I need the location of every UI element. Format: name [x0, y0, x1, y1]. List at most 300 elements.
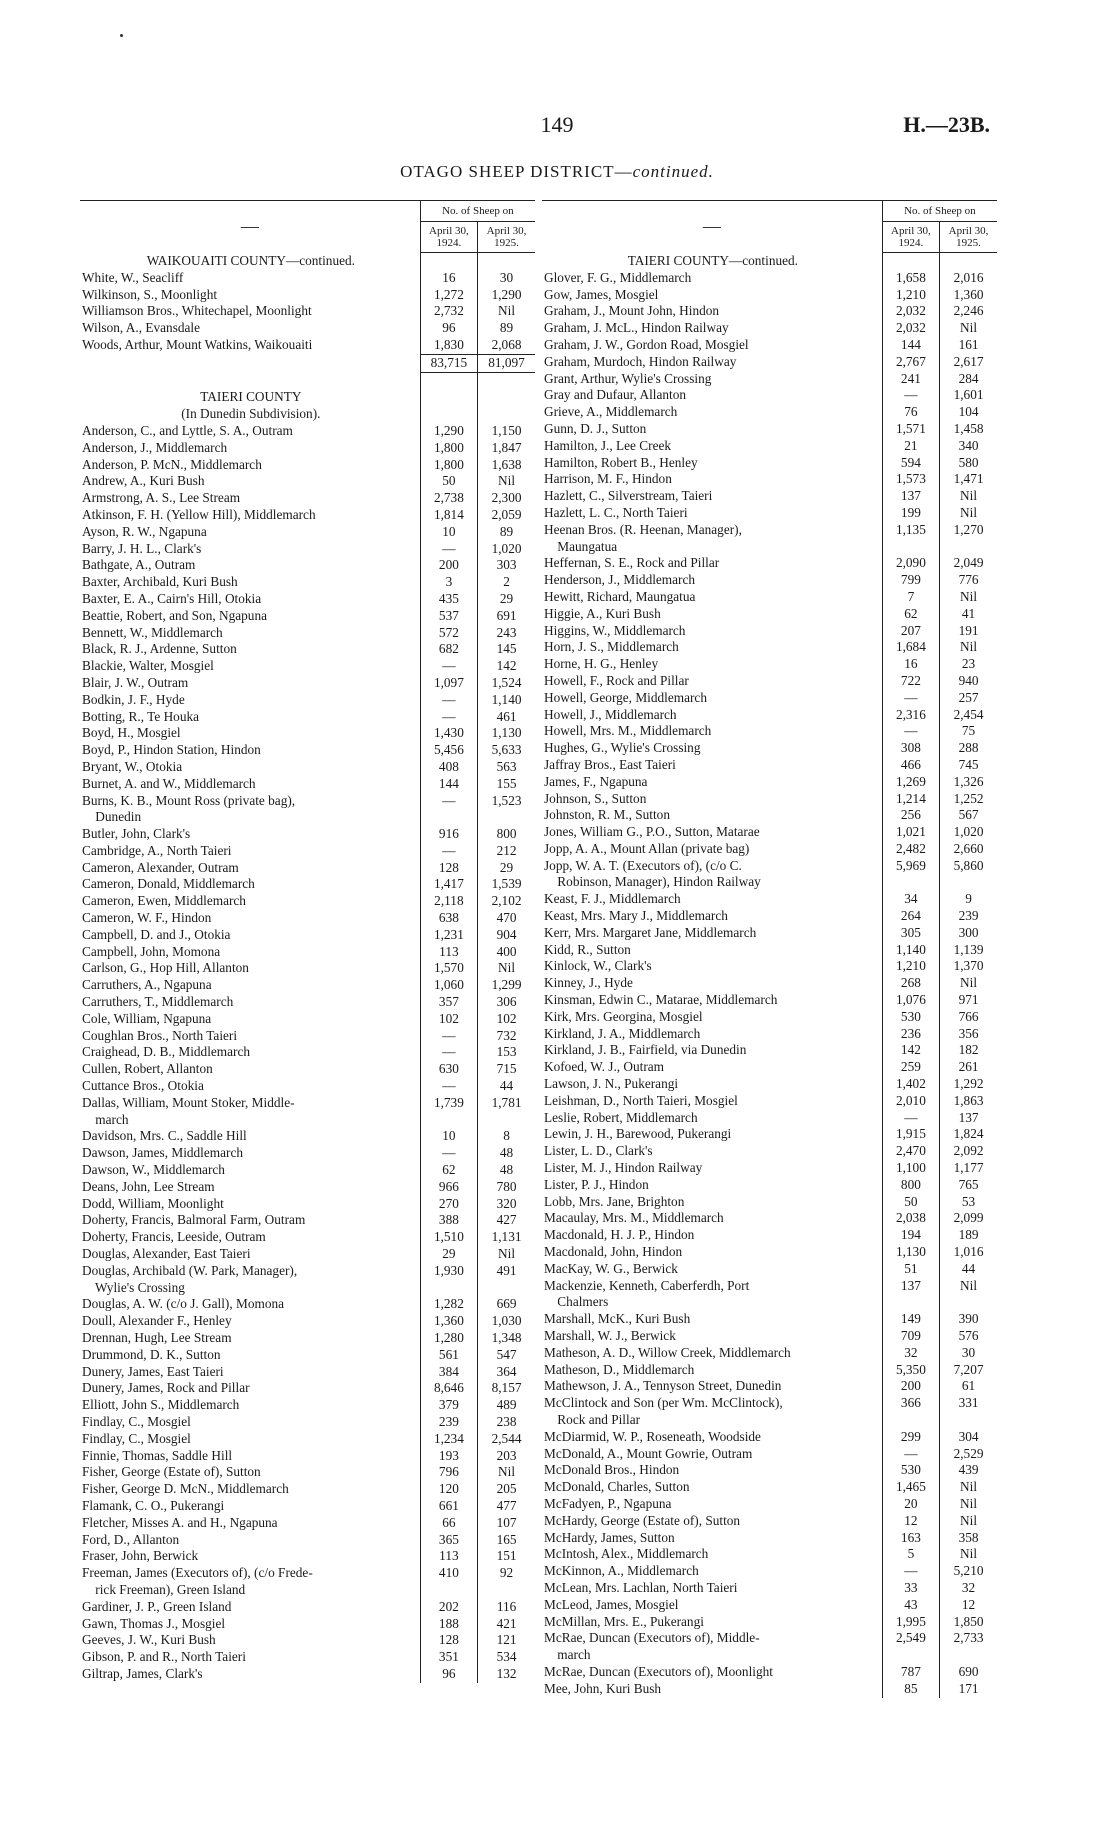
sheep-1925: 1,292 [940, 1076, 997, 1093]
sheep-1925: 2,733 [940, 1630, 997, 1647]
sheep-1924: 2,549 [882, 1630, 939, 1647]
owner-name: Leslie, Robert, Middlemarch [544, 1109, 698, 1125]
sheep-1925: 971 [940, 992, 997, 1009]
owner-name: McFadyen, P., Ngapuna [544, 1495, 672, 1511]
sheep-1924: — [420, 692, 477, 709]
sheep-1925: 690 [940, 1664, 997, 1681]
sheep-1924: 435 [420, 591, 477, 608]
sheep-1925: 2,059 [478, 507, 535, 524]
table-row [80, 1364, 535, 1381]
sheep-1924: 2,118 [420, 893, 477, 910]
owner-name: Maungatua [544, 538, 618, 554]
sheep-1925: Nil [940, 1496, 997, 1513]
sheep-1925: 567 [940, 807, 997, 824]
sheep-1925: 30 [940, 1345, 997, 1362]
owner-name: McLeod, James, Mosgiel [544, 1596, 679, 1612]
sheep-1925: Nil [940, 488, 997, 505]
sheep-1924: 1,210 [882, 287, 939, 304]
sheep-1924: 33 [882, 1580, 939, 1597]
sheep-1925: 1,270 [940, 522, 997, 539]
owner-name: march [544, 1647, 591, 1663]
sheep-1925: 765 [940, 1177, 997, 1194]
owner-name: Cuttance Bros., Otokia [82, 1078, 204, 1094]
sheep-1925: Nil [940, 1278, 997, 1295]
owner-name: Cole, William, Ngapuna [82, 1010, 212, 1026]
sheep-1925: 1,139 [940, 942, 997, 959]
section-title: TAIERI COUNTY [200, 389, 302, 405]
owner-name: Cameron, W. F., Hindon [82, 910, 212, 926]
table-row [80, 843, 535, 860]
owner-name: Dawson, W., Middlemarch [82, 1162, 225, 1178]
sheep-1925: 121 [478, 1632, 535, 1649]
sheep-1924: 1,915 [882, 1126, 939, 1143]
section-title: TAIERI COUNTY—continued. [627, 252, 798, 268]
sheep-1924: 351 [420, 1649, 477, 1666]
sheep-1925: 116 [478, 1599, 535, 1616]
owner-name: Bathgate, A., Outram [82, 557, 196, 573]
sheep-1924: 1,076 [882, 992, 939, 1009]
table-row [80, 287, 535, 304]
owner-name: Doherty, Francis, Leeside, Outram [82, 1229, 266, 1245]
sheep-1924: 1,130 [882, 1244, 939, 1261]
sheep-1925: 340 [940, 438, 997, 455]
owner-name: McRae, Duncan (Executors of), Moonlight [544, 1663, 773, 1679]
section-heading [542, 253, 997, 270]
owner-name: McDiarmid, W. P., Roseneath, Woodside [544, 1428, 761, 1444]
table-row [80, 1095, 535, 1112]
table-row [542, 740, 997, 757]
sheep-1924: 530 [882, 1462, 939, 1479]
owner-name: Howell, J., Middlemarch [544, 706, 677, 722]
owner-name: Kidd, R., Sutton [544, 941, 631, 957]
sheep-1925: 580 [940, 455, 997, 472]
table-row [542, 589, 997, 606]
sheep-1924: 8,646 [420, 1380, 477, 1397]
sheep-1924: 2,010 [882, 1093, 939, 1110]
sheep-1924: 2,090 [882, 555, 939, 572]
table-row [80, 1229, 535, 1246]
owner-name: Lewin, J. H., Barewood, Pukerangi [544, 1126, 732, 1142]
owner-name: Kinney, J., Hyde [544, 975, 633, 991]
sheep-1925: 547 [478, 1347, 535, 1364]
table-row [80, 625, 535, 642]
table-row [542, 1345, 997, 1362]
sheep-1924 [420, 1112, 477, 1129]
table-row [80, 1481, 535, 1498]
sheep-1924: 2,738 [420, 490, 477, 507]
sheep-1924: 1,417 [420, 876, 477, 893]
table-row [80, 1246, 535, 1263]
sheep-1924: 236 [882, 1026, 939, 1043]
empty-cell [882, 253, 939, 270]
sheep-1924: 2,316 [882, 707, 939, 724]
sheep-1925: Nil [940, 505, 997, 522]
sheep-1924: 2,032 [882, 303, 939, 320]
table-row [80, 1599, 535, 1616]
table-row [80, 709, 535, 726]
table-row [542, 723, 997, 740]
owner-name: Doull, Alexander F., Henley [82, 1313, 232, 1329]
table-row [542, 572, 997, 589]
sheep-1924: 1,231 [420, 927, 477, 944]
sheep-1925: 439 [940, 1462, 997, 1479]
sheep-1925: 576 [940, 1328, 997, 1345]
owner-name: McKinnon, A., Middlemarch [544, 1563, 699, 1579]
owner-name: Graham, J. McL., Hindon Railway [544, 320, 729, 336]
sheep-table-left [80, 200, 535, 1683]
owner-name: Findlay, C., Mosgiel [82, 1430, 191, 1446]
table-row [542, 421, 997, 438]
owner-name: Hewitt, Richard, Maungatua [544, 588, 696, 604]
table-row [80, 1044, 535, 1061]
table-row [542, 1194, 997, 1211]
owner-name: Harrison, M. F., Hindon [544, 471, 672, 487]
owner-name: Carlson, G., Hop Hill, Allanton [82, 960, 249, 976]
table-row [80, 658, 535, 675]
sheep-1925: 766 [940, 1009, 997, 1026]
sheep-1924: 722 [882, 673, 939, 690]
sheep-1925: 1,140 [478, 692, 535, 709]
owner-name: Blackie, Walter, Mosgiel [82, 658, 214, 674]
table-row [80, 524, 535, 541]
section-title: (In Dunedin Subdivision). [181, 406, 321, 422]
sheep-1924: 270 [420, 1196, 477, 1213]
title-text: OTAGO SHEEP DISTRICT— [400, 162, 633, 181]
owner-name: Campbell, D. and J., Otokia [82, 926, 231, 942]
sheep-1924: 1,269 [882, 774, 939, 791]
sheep-1925: 7,207 [940, 1362, 997, 1379]
header-dash: — [542, 201, 882, 253]
sheep-1924: 7 [882, 589, 939, 606]
table-row [80, 1448, 535, 1465]
table-row [80, 675, 535, 692]
owner-name: Lister, L. D., Clark's [544, 1143, 653, 1159]
sheep-1925: 137 [940, 1110, 997, 1127]
owner-name: Elliott, John S., Middlemarch [82, 1397, 240, 1413]
sheep-1925: 5,633 [478, 742, 535, 759]
sheep-1924: 366 [882, 1395, 939, 1412]
sheep-1925: 1,471 [940, 471, 997, 488]
table-row [80, 1582, 535, 1599]
sheep-1925: Nil [940, 1479, 997, 1496]
sheep-1925: 715 [478, 1061, 535, 1078]
sheep-1925: 5,860 [940, 858, 997, 875]
table-row [80, 1196, 535, 1213]
sheep-1925 [478, 1582, 535, 1599]
table-row [80, 574, 535, 591]
sheep-1925: 8 [478, 1128, 535, 1145]
sheep-1924: 1,234 [420, 1431, 477, 1448]
sheep-1924: 800 [882, 1177, 939, 1194]
owner-name: Wilkinson, S., Moonlight [82, 286, 218, 302]
table-row [80, 641, 535, 658]
owner-name: Henderson, J., Middlemarch [544, 572, 696, 588]
sheep-1925: 491 [478, 1263, 535, 1280]
owner-name: Burnet, A. and W., Middlemarch [82, 775, 256, 791]
sheep-1925: 691 [478, 608, 535, 625]
owner-name: Robinson, Manager), Hindon Railway [544, 874, 761, 890]
sheep-1925 [940, 539, 997, 556]
sheep-1925: Nil [940, 1513, 997, 1530]
table-row [542, 1278, 997, 1295]
table-row [542, 673, 997, 690]
sheep-1924: 20 [882, 1496, 939, 1513]
table-row [542, 623, 997, 640]
sheep-1924: 1,360 [420, 1313, 477, 1330]
sheep-1925: 102 [478, 1011, 535, 1028]
table-row [542, 925, 997, 942]
header-dash: — [80, 201, 420, 253]
sheep-1925: 1,847 [478, 440, 535, 457]
sheep-1924: 682 [420, 641, 477, 658]
sheep-1924: — [420, 1028, 477, 1045]
table-row [80, 1464, 535, 1481]
owner-name: Gray and Dufaur, Allanton [544, 387, 686, 403]
owner-name [80, 354, 420, 372]
table-row [542, 1563, 997, 1580]
empty-cell [478, 406, 535, 423]
sheep-1925: 238 [478, 1414, 535, 1431]
sheep-1925: 1,360 [940, 287, 997, 304]
sheep-1924: 2,767 [882, 354, 939, 371]
owner-name: Craighead, D. B., Middlemarch [82, 1044, 251, 1060]
sheep-1924: 530 [882, 1009, 939, 1026]
sheep-1925: 563 [478, 759, 535, 776]
sheep-1925: 364 [478, 1364, 535, 1381]
table-row [542, 1681, 997, 1698]
sheep-1925: 182 [940, 1042, 997, 1059]
sheep-1924: 709 [882, 1328, 939, 1345]
sheep-1925: 2,617 [940, 354, 997, 371]
table-row [542, 1110, 997, 1127]
header-group: No. of Sheep on [420, 201, 535, 222]
sheep-1925: 1,020 [940, 824, 997, 841]
sheep-1925: Nil [478, 473, 535, 490]
table-row [80, 725, 535, 742]
sheep-1924: 12 [882, 1513, 939, 1530]
sheep-1925: 1,130 [478, 725, 535, 742]
sheep-1925: 104 [940, 404, 997, 421]
table-row [542, 1395, 997, 1412]
sheep-1925: Nil [478, 303, 535, 320]
sheep-1925: 1,177 [940, 1160, 997, 1177]
sheep-1924: 466 [882, 757, 939, 774]
sheep-1925: 155 [478, 776, 535, 793]
sheep-1925: 151 [478, 1548, 535, 1565]
owner-name: Davidson, Mrs. C., Saddle Hill [82, 1128, 247, 1144]
sheep-1924: 43 [882, 1597, 939, 1614]
owner-name: McMillan, Mrs. E., Pukerangi [544, 1613, 704, 1629]
sheep-1924: 916 [420, 826, 477, 843]
sheep-1924: 5 [882, 1546, 939, 1563]
table-row [80, 910, 535, 927]
sheep-1925: 1,252 [940, 791, 997, 808]
sheep-1924: — [882, 1446, 939, 1463]
owner-name: McLean, Mrs. Lachlan, North Taieri [544, 1579, 738, 1595]
sheep-1924: 241 [882, 371, 939, 388]
sheep-1924: 1,571 [882, 421, 939, 438]
sheep-1924: 21 [882, 438, 939, 455]
sheep-1924: 144 [420, 776, 477, 793]
owner-name: Cambridge, A., North Taieri [82, 842, 232, 858]
sheep-1925: 29 [478, 860, 535, 877]
owner-name: Chalmers [544, 1294, 609, 1310]
table-row [542, 791, 997, 808]
sheep-1924: 1,430 [420, 725, 477, 742]
table-row [80, 541, 535, 558]
sheep-1924: 638 [420, 910, 477, 927]
table-row [80, 759, 535, 776]
sheep-1925: 2,454 [940, 707, 997, 724]
table-row [80, 876, 535, 893]
sheep-1924: 796 [420, 1464, 477, 1481]
table-row [80, 1162, 535, 1179]
table-row [542, 1026, 997, 1043]
owner-name: Dawson, James, Middlemarch [82, 1145, 244, 1161]
sheep-1924 [882, 1294, 939, 1311]
owner-name: White, W., Seacliff [82, 269, 184, 285]
sheep-1924: — [420, 541, 477, 558]
table-row [542, 1614, 997, 1631]
table-row [542, 371, 997, 388]
table-row [80, 1313, 535, 1330]
sheep-1924: 34 [882, 891, 939, 908]
sheep-1924: 10 [420, 1128, 477, 1145]
sheep-1925: 1,638 [478, 457, 535, 474]
sheep-1925: 48 [478, 1145, 535, 1162]
table-row [542, 841, 997, 858]
header-group: No. of Sheep on [882, 201, 997, 222]
sheep-1924: 3 [420, 574, 477, 591]
table-row [80, 692, 535, 709]
owner-name: Carruthers, T., Middlemarch [82, 994, 234, 1010]
sheep-1925: 1,523 [478, 793, 535, 810]
sheep-1925: 23 [940, 656, 997, 673]
owner-name: Andrew, A., Kuri Bush [82, 473, 205, 489]
sheep-1924: 2,470 [882, 1143, 939, 1160]
owner-name: Johnston, R. M., Sutton [544, 807, 670, 823]
sheep-1924: 85 [882, 1681, 939, 1698]
sheep-1925: 92 [478, 1565, 535, 1582]
owner-name: Atkinson, F. H. (Yellow Hill), Middlemarch [82, 506, 316, 522]
table-row [80, 1548, 535, 1565]
sheep-1924: 193 [420, 1448, 477, 1465]
table-row [542, 1059, 997, 1076]
sheep-1924: 16 [420, 270, 477, 287]
table-row [542, 1227, 997, 1244]
sheep-1925: 2,544 [478, 1431, 535, 1448]
sheep-1925: 1,348 [478, 1330, 535, 1347]
owner-name: Howell, F., Rock and Pillar [544, 672, 689, 688]
table-row [542, 958, 997, 975]
table-row [80, 423, 535, 440]
table-row [80, 1128, 535, 1145]
sheep-1925: 2,049 [940, 555, 997, 572]
table-row [542, 337, 997, 354]
table-row [80, 1078, 535, 1095]
table-row [542, 1496, 997, 1513]
sheep-1925: Nil [940, 639, 997, 656]
sheep-1925: 331 [940, 1395, 997, 1412]
owner-name: Bryant, W., Otokia [82, 758, 183, 774]
owner-name: Gawn, Thomas J., Mosgiel [82, 1615, 226, 1631]
table-row [542, 1546, 997, 1563]
table-row [542, 270, 997, 287]
owner-name: Gunn, D. J., Sutton [544, 420, 647, 436]
owner-name: Coughlan Bros., North Taieri [82, 1027, 238, 1043]
sheep-1924: — [420, 1044, 477, 1061]
sheep-1924: 5,350 [882, 1362, 939, 1379]
owner-name: McIntosh, Alex., Middlemarch [544, 1546, 709, 1562]
sheep-1925: Nil [940, 975, 997, 992]
sheep-1925: 61 [940, 1378, 997, 1395]
owner-name: Finnie, Thomas, Saddle Hill [82, 1447, 233, 1463]
table-row [80, 826, 535, 843]
sheep-1925: 1,539 [478, 876, 535, 893]
sheep-1925 [478, 372, 535, 389]
sheep-1924: 1,658 [882, 270, 939, 287]
owner-name: Blair, J. W., Outram [82, 674, 189, 690]
table-row [80, 372, 535, 389]
owner-name: Burns, K. B., Mount Ross (private bag), [82, 792, 296, 808]
table-row [542, 1143, 997, 1160]
sheep-1924: 144 [882, 337, 939, 354]
owner-name: Kerr, Mrs. Margaret Jane, Middlemarch [544, 924, 757, 940]
sheep-1925 [478, 809, 535, 826]
sheep-1925: 2,529 [940, 1446, 997, 1463]
owner-name: Hamilton, J., Lee Creek [544, 437, 672, 453]
sheep-1924: 1,739 [420, 1095, 477, 1112]
table-row [542, 1446, 997, 1463]
sheep-1924: 1,995 [882, 1614, 939, 1631]
table-row [80, 1397, 535, 1414]
table-row [80, 960, 535, 977]
sheep-1925: 261 [940, 1059, 997, 1076]
owner-name: Macdonald, H. J. P., Hindon [544, 1227, 695, 1243]
owner-name: Douglas, A. W. (c/o J. Gall), Momona [82, 1296, 285, 1312]
sheep-1924: 200 [882, 1378, 939, 1395]
sheep-1925: 2 [478, 574, 535, 591]
sheep-1925: 390 [940, 1311, 997, 1328]
table-row [80, 1263, 535, 1280]
owner-name: McHardy, George (Estate of), Sutton [544, 1512, 741, 1528]
table-row [542, 1378, 997, 1395]
sheep-1924: — [420, 709, 477, 726]
table-row [542, 1126, 997, 1143]
table-row [542, 1093, 997, 1110]
sheep-1924: — [882, 1110, 939, 1127]
sheep-1925: 189 [940, 1227, 997, 1244]
header-1925: April 30, 1925. [940, 222, 997, 253]
sheep-1925: 1,850 [940, 1614, 997, 1631]
owner-name: Howell, George, Middlemarch [544, 689, 707, 705]
table-row [80, 977, 535, 994]
sheep-1924: 29 [420, 1246, 477, 1263]
owner-name: Drummond, D. K., Sutton [82, 1346, 221, 1362]
header-1924: April 30, 1924. [882, 222, 939, 253]
table-row [80, 1296, 535, 1313]
sheep-1924: 51 [882, 1261, 939, 1278]
sheep-1924: 163 [882, 1530, 939, 1547]
sheep-1925: 1,020 [478, 541, 535, 558]
sheep-1924 [882, 1412, 939, 1429]
table-row [542, 320, 997, 337]
sheep-1925: 41 [940, 606, 997, 623]
table-row [542, 858, 997, 875]
table-row [542, 690, 997, 707]
owner-name: Kofoed, W. J., Outram [544, 1059, 665, 1075]
sheep-1925: 534 [478, 1649, 535, 1666]
